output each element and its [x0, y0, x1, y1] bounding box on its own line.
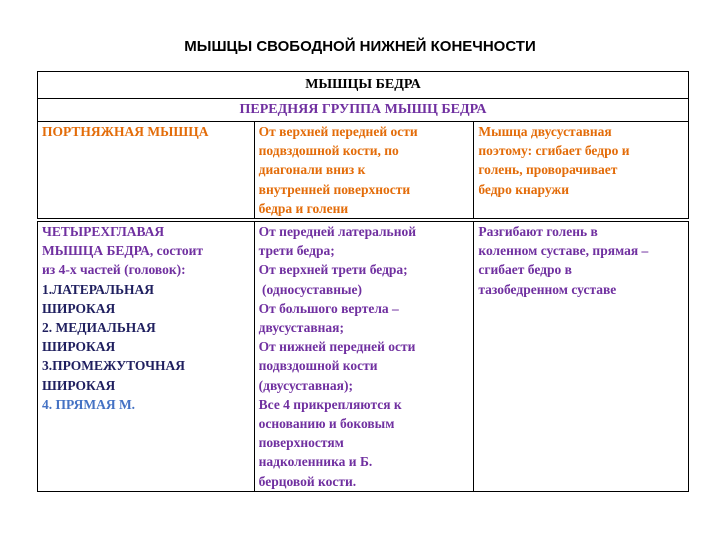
cell-line: От большого вертела –	[258, 300, 399, 316]
origin-cell	[254, 222, 474, 492]
cell-line: двусуставная;	[258, 320, 344, 336]
cell-line: сгибает бедро в	[478, 262, 572, 278]
cell-line: (односуставные)	[258, 281, 363, 297]
cell-line: От верхней трети бедра;	[258, 262, 408, 278]
group-header: ПЕРЕДНЯЯ ГРУППА МЫШЦ БЕДРА	[38, 99, 689, 122]
cell-line: Мышца двусуставная	[478, 124, 612, 139]
cell-line: берцовой кости.	[258, 473, 357, 489]
cell-line: надколенника и Б.	[258, 454, 373, 470]
cell-line: От нижней передней ости	[258, 339, 416, 355]
cell-line: ШИРОКАЯ	[42, 339, 116, 355]
cell-line: 2. МЕДИАЛЬНАЯ	[42, 320, 156, 336]
cell-line: 1.ЛАТЕРАЛЬНАЯ	[42, 281, 155, 297]
cell-line: бедро кнаружи	[478, 181, 569, 197]
cell-line: От верхней передней ости	[258, 124, 418, 139]
cell-line: трети бедра;	[258, 243, 335, 259]
cell-line: основанию и боковым	[258, 416, 395, 432]
cell-line: От передней латеральной	[258, 224, 417, 240]
cell-line: (двусуставная);	[258, 377, 353, 393]
origin-cell	[254, 122, 474, 219]
cell-line: 4. ПРЯМАЯ М.	[42, 396, 136, 412]
cell-line: ЧЕТЫРЕХГЛАВАЯ	[42, 224, 165, 240]
cell-line: ШИРОКАЯ	[42, 377, 116, 393]
page-title: МЫШЦЫ СВОБОДНОЙ НИЖНЕЙ КОНЕЧНОСТИ	[184, 38, 536, 55]
cell-line: тазобедренном суставе	[478, 281, 617, 297]
cell-line: диагонали вниз к	[258, 162, 366, 178]
cell-line: подвздошной кости	[258, 358, 378, 374]
cell-line: из 4-х частей (головок):	[42, 262, 186, 278]
cell-line: поэтому: сгибает бедро и	[478, 143, 630, 159]
cell-line: ШИРОКАЯ	[42, 300, 116, 316]
cell-line: поверхностям	[258, 435, 344, 451]
cell-line: Все 4 прикрепляются к	[258, 396, 402, 412]
function-cell	[474, 222, 689, 492]
function-cell	[474, 122, 689, 219]
cell-line: 3.ПРОМЕЖУТОЧНАЯ	[42, 358, 186, 374]
section-header: МЫШЦЫ БЕДРА	[38, 72, 689, 99]
cell-line: коленном суставе, прямая –	[478, 243, 649, 259]
cell-line: бедра и голени	[258, 200, 349, 216]
table-row	[38, 122, 689, 219]
muscle-name-cell	[38, 222, 255, 492]
table-row	[38, 222, 689, 492]
cell-line: Разгибают голень в	[478, 224, 598, 240]
cell-line: МЫШЦА БЕДРА, состоит	[42, 243, 204, 259]
muscle-table	[37, 71, 689, 492]
cell-line: голень, проворачивает	[478, 162, 618, 178]
cell-line: ПОРТНЯЖНАЯ МЫШЦА	[42, 124, 209, 139]
muscle-name-cell	[38, 122, 255, 219]
cell-line: внутренней поверхности	[258, 181, 411, 197]
cell-line: подвздошной кости, по	[258, 143, 399, 159]
